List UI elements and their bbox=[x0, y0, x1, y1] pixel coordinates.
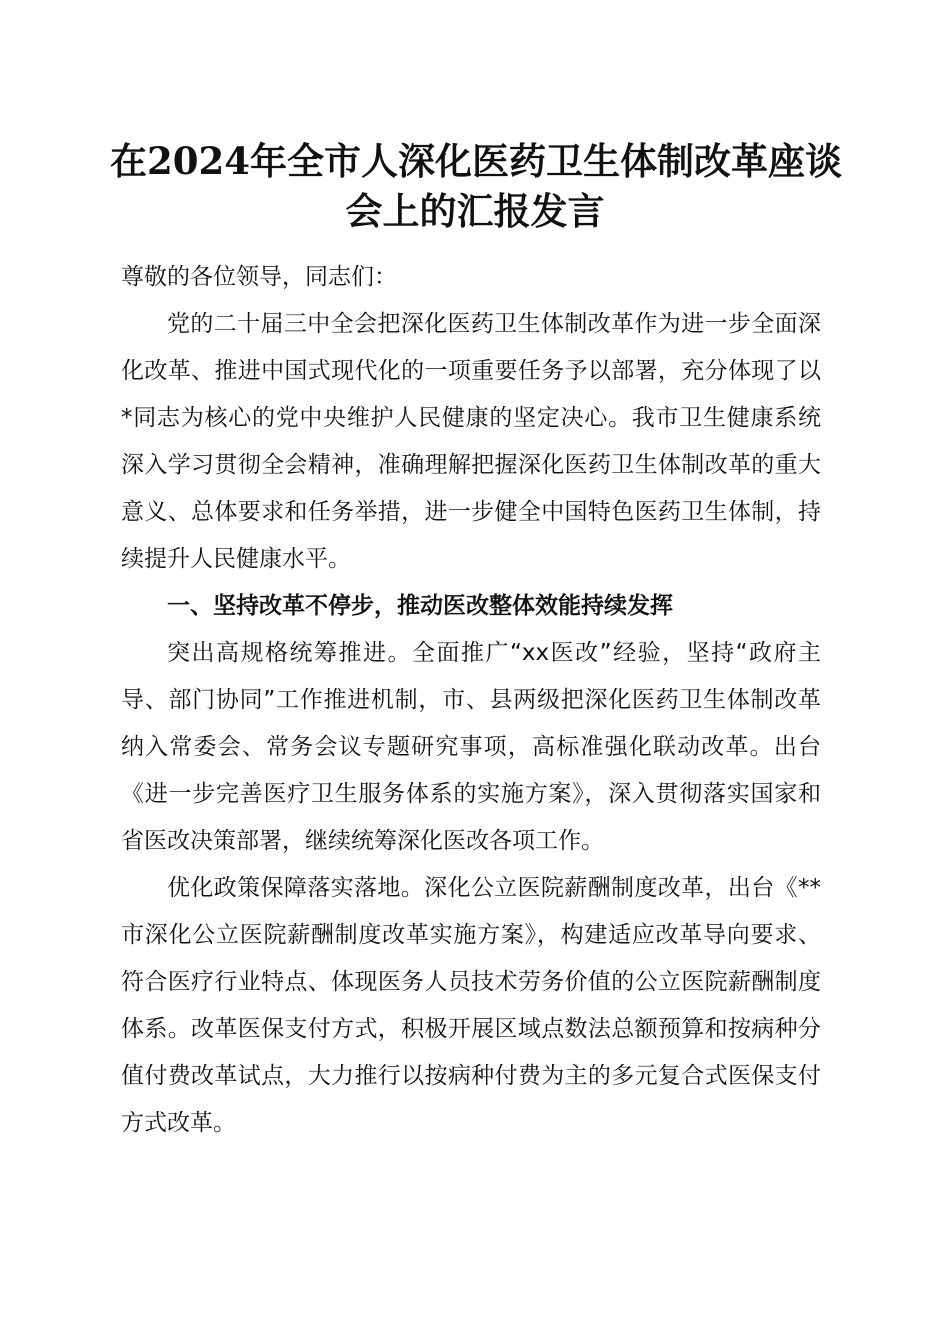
title-line-2: 会上的汇报发言 bbox=[345, 189, 605, 233]
intro-paragraph: 党的二十届三中全会把深化医药卫生体制改革作为进一步全面深化改革、推进中国式现代化的一项重要任务予以部署，充分体现了以*同志为核心的党中央维护人民健康的坚定决心。我市卫生健康系统深入学习贯彻全会精神，准确理解把握深化医药卫生体制改革的重大意义、总体要求和任务举措，进一步健全中国特色医药卫生体制，持续提升人民健康水平。 bbox=[121, 311, 821, 572]
title-line-1: 在2024年全市人深化医药卫生体制改革座谈 bbox=[110, 139, 842, 183]
section-paragraph-1: 突出高规格统筹推进。全面推广“xx医改”经验，坚持“政府主导、部门协同”工作推进机制，市、县两级把深化医药卫生体制改革纳入常委会、常务会议专题研究事项，高标准强化联动改革。出台《进一步完善医疗卫生服务体系的实施方案》，深入贯彻落实国家和省医改决策部署，继续统筹深化医改各项工作。 bbox=[121, 640, 821, 854]
document-title bbox=[110, 136, 840, 236]
document-body bbox=[121, 254, 821, 1147]
section-paragraph-2: 优化政策保障落实落地。深化公立医院薪酬制度改革，出台《**市深化公立医院薪酬制度改革实施方案》，构建适应改革导向要求、符合医疗行业特点、体现医务人员技术劳务价值的公立医院薪酬制度体系。改革医保支付方式，积极开展区域点数法总额预算和按病种分值付费改革试点，大力推行以按病种付费为主的多元复合式医保支付方式改革。 bbox=[121, 875, 821, 1136]
section-heading-1: 一、坚持改革不停步，推动医改整体效能持续发挥 bbox=[167, 593, 673, 619]
salutation: 尊敬的各位领导，同志们： bbox=[121, 264, 397, 290]
